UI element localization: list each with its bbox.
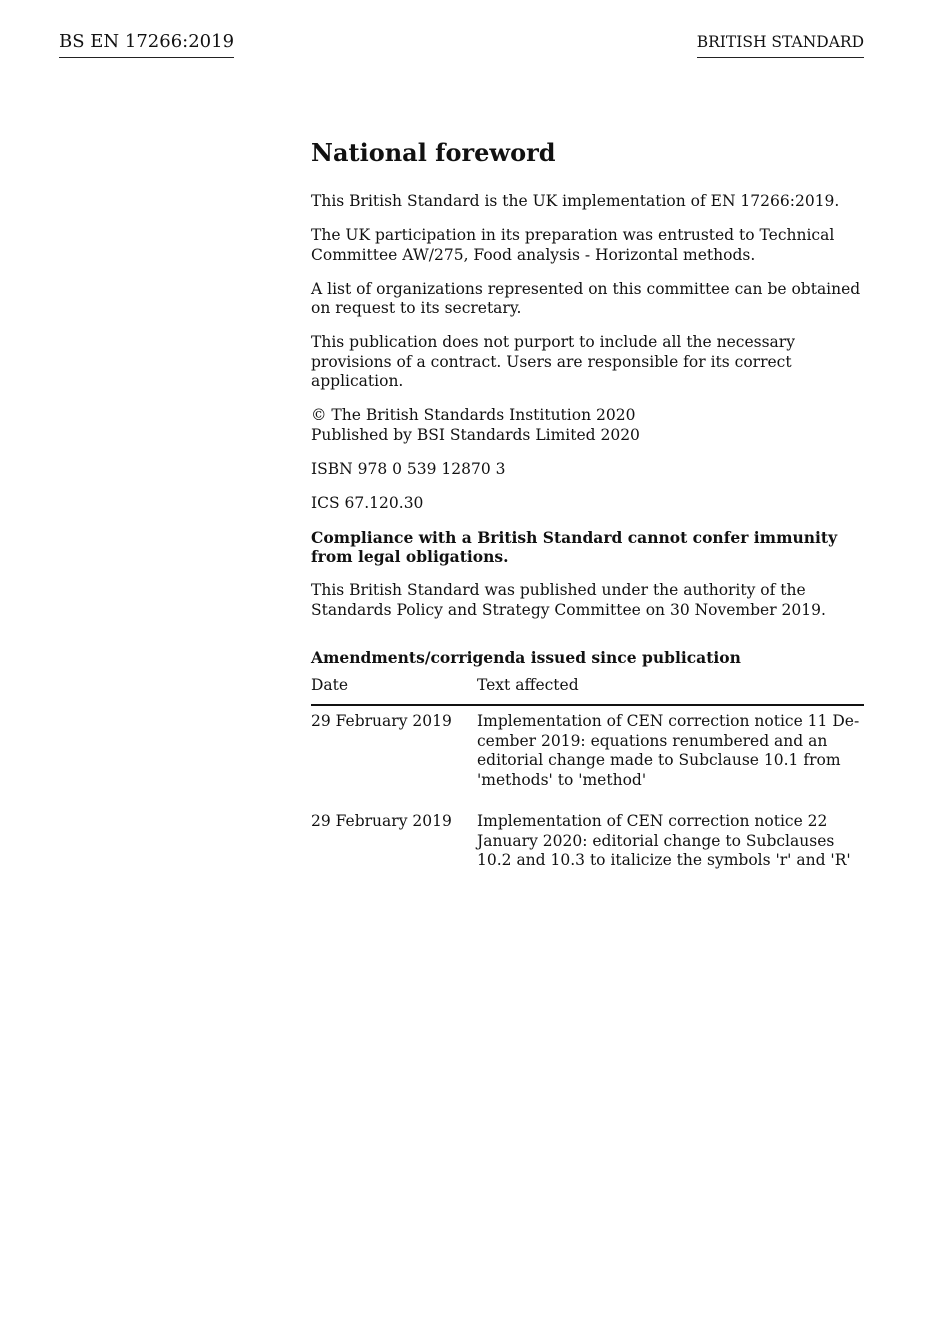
- table-header-row: [311, 676, 864, 705]
- page-title: National foreword: [311, 138, 556, 167]
- compliance-notice: Compliance with a British Standard cannot confer immunity from legal obligations.: [311, 527, 838, 566]
- authority-text: This British Standard was published under the authority of the Standards Policy and Strategy Committee on 30 November 2019.: [311, 581, 826, 619]
- copyright-line: © The British Standards Institution 2020: [311, 406, 636, 424]
- paragraph-committee: The UK participation in its preparation was entrusted to Technical Committee AW/275, Food analysis - Horizontal methods.: [311, 226, 835, 264]
- document-id: BS EN 17266:2019: [59, 31, 234, 58]
- amendment-date: 29 February 2019: [311, 812, 452, 830]
- isbn: ISBN 978 0 539 12870 3: [311, 459, 506, 478]
- paragraph-implementation: This British Standard is the UK implementation of EN 17266:2019.: [311, 192, 840, 210]
- column-header-date: Date: [311, 676, 477, 705]
- amendment-text: Implementation of CEN correction notice 22 January 2020: editorial change to Subclauses 10.2 and 10.3 to italicize the symbols 'r' and 'R': [477, 812, 851, 869]
- amendments-table: [311, 676, 864, 887]
- amendment-date: 29 February 2019: [311, 712, 452, 730]
- table-row: [311, 705, 864, 806]
- standard-label: BRITISH STANDARD: [697, 32, 864, 58]
- amendments-title: Amendments/corrigenda issued since publication: [311, 648, 741, 667]
- foreword-section: [311, 138, 864, 887]
- paragraph-provisions: This publication does not purport to include all the necessary provisions of a contract. Users are responsible for its correct application.: [311, 333, 795, 390]
- table-row: [311, 806, 864, 887]
- publisher-line: Published by BSI Standards Limited 2020: [311, 425, 640, 444]
- column-header-text-affected: Text affected: [477, 676, 864, 705]
- copyright-block: [311, 406, 864, 445]
- ics: ICS 67.120.30: [311, 493, 424, 512]
- paragraph-organizations: A list of organizations represented on this committee can be obtained on request to its secretary.: [311, 279, 861, 317]
- amendment-text: Implementation of CEN correction notice 11 December 2019: equations renumbered and an editorial change made to Subclause 10.1 from 'methods' to 'method': [477, 712, 860, 789]
